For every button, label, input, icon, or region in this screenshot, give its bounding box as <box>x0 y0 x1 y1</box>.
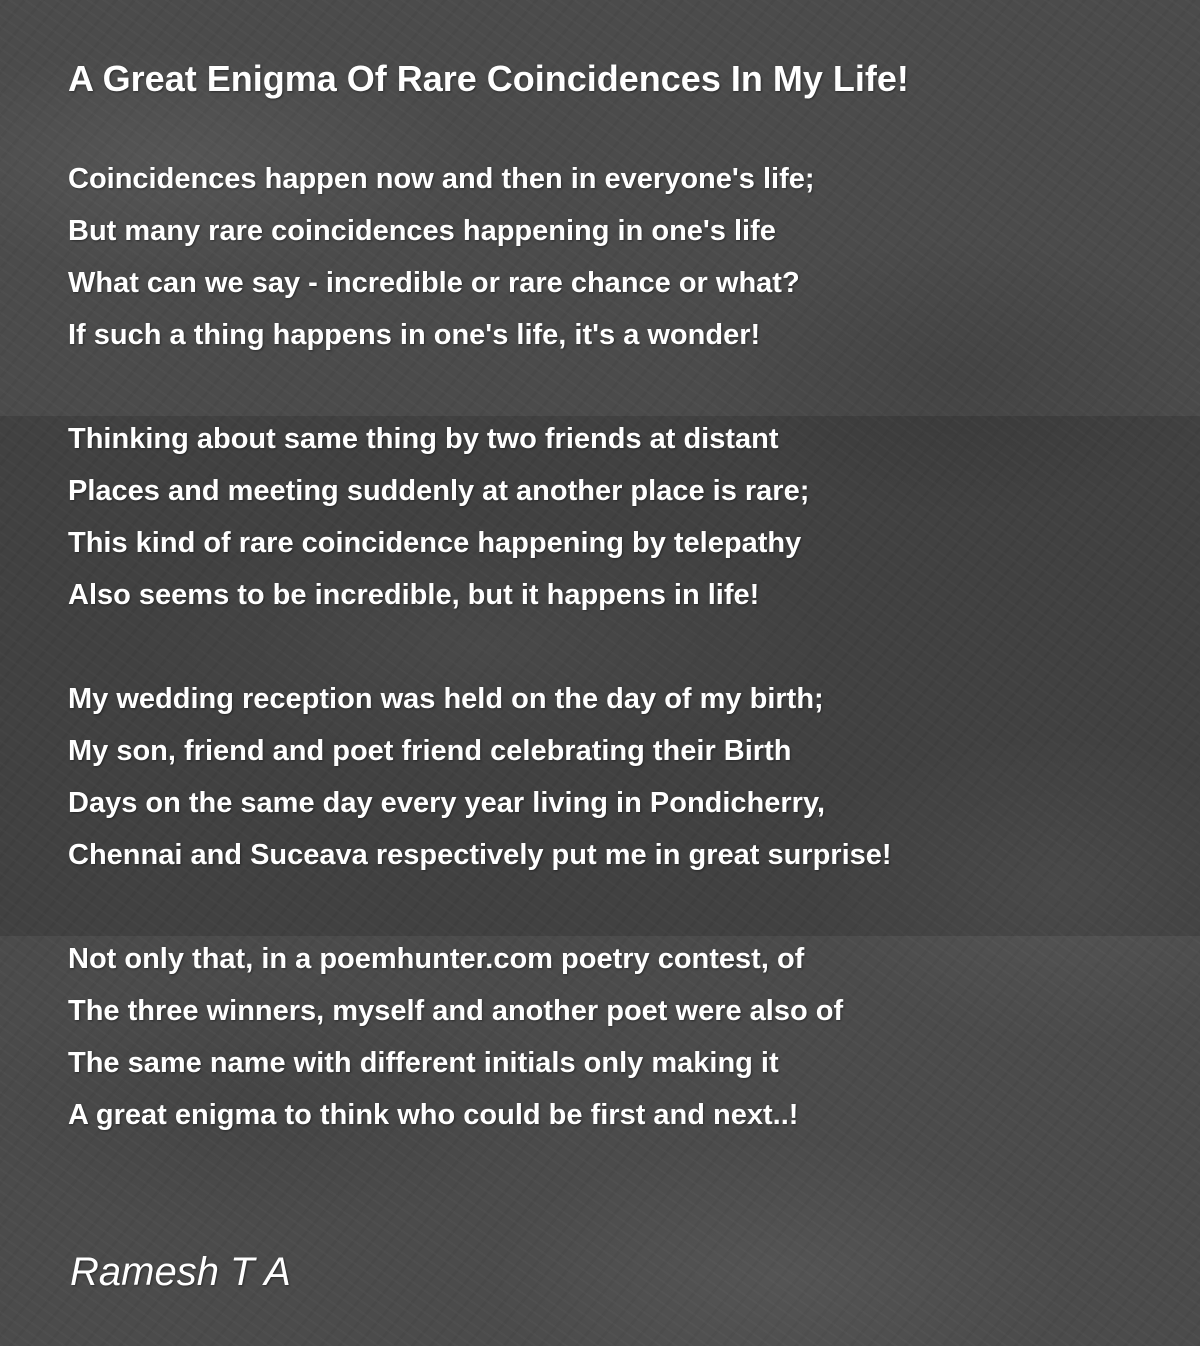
poem-line: This kind of rare coincidence happening by telepathy <box>68 527 802 559</box>
stanza-2 <box>68 413 1148 621</box>
poem-line: If such a thing happens in one's life, it's a wonder! <box>68 319 761 351</box>
poem-line: Thinking about same thing by two friends at distant <box>68 423 779 455</box>
poem-line: My wedding reception was held on the day of my birth; <box>68 683 824 715</box>
poem-author: Ramesh T A <box>70 1250 291 1294</box>
stanza-4 <box>68 933 1148 1141</box>
stanza-3 <box>68 673 1148 881</box>
poem-line: My son, friend and poet friend celebrating their Birth <box>68 735 792 767</box>
poem-line: Days on the same day every year living in Pondicherry, <box>68 787 826 819</box>
poem-line: Also seems to be incredible, but it happens in life! <box>68 579 760 611</box>
stanza-1 <box>68 153 1148 361</box>
poem-line: Places and meeting suddenly at another place is rare; <box>68 475 810 507</box>
poem-line: But many rare coincidences happening in one's life <box>68 215 776 247</box>
poem-card <box>68 55 1148 1193</box>
poem-line: Not only that, in a poemhunter.com poetry contest, of <box>68 943 805 975</box>
poem-body <box>68 153 1148 1141</box>
poem-line: The three winners, myself and another poet were also of <box>68 995 844 1027</box>
poem-line: Chennai and Suceava respectively put me in great surprise! <box>68 839 892 871</box>
poem-line: Coincidences happen now and then in everyone's life; <box>68 163 815 195</box>
poem-line: A great enigma to think who could be first and next..! <box>68 1099 799 1131</box>
poem-title: A Great Enigma Of Rare Coincidences In My Life! <box>68 58 909 99</box>
poem-line: What can we say - incredible or rare chance or what? <box>68 267 800 299</box>
poem-line: The same name with different initials only making it <box>68 1047 779 1079</box>
